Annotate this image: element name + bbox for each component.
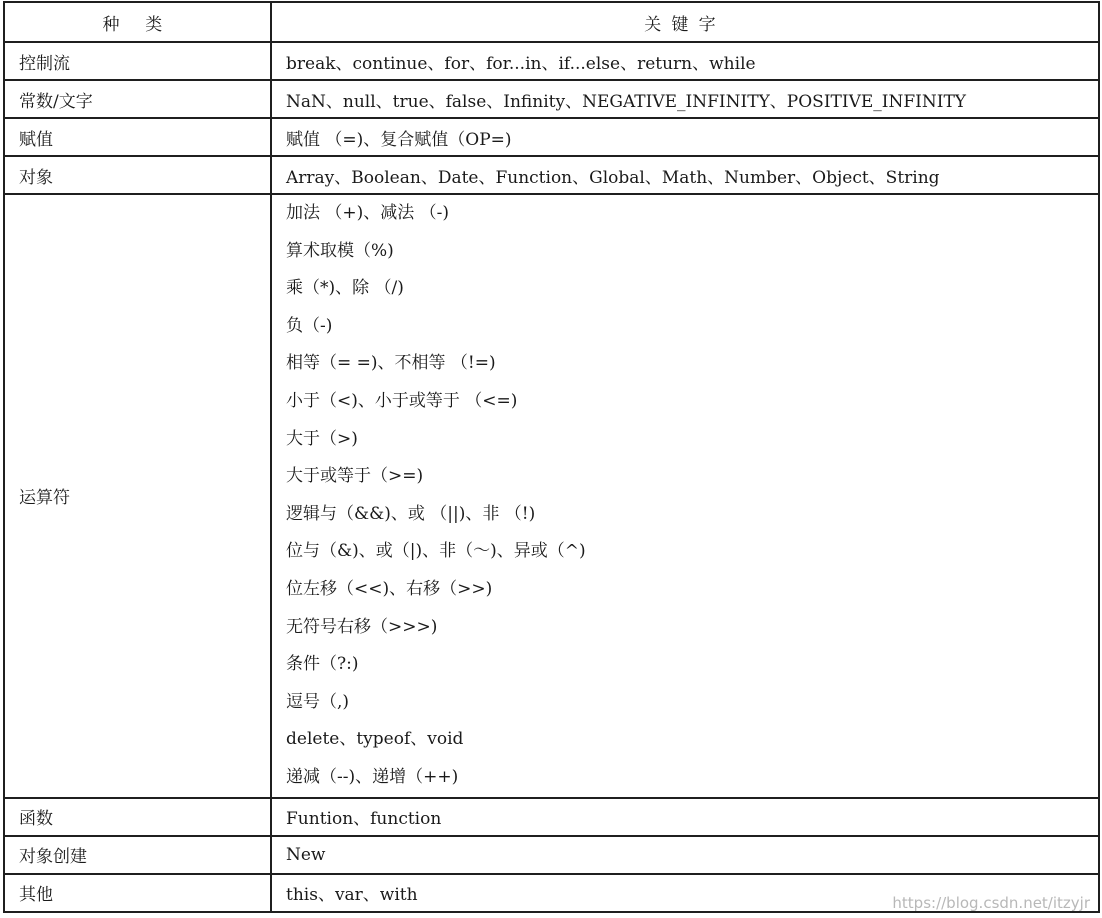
operator-line: 大于（>) <box>286 428 358 449</box>
operator-line: 负（-) <box>286 315 333 336</box>
row-category: 控制流 <box>4 42 271 80</box>
operator-line: 逗号（,) <box>286 691 350 712</box>
row-category: 函数 <box>4 798 271 836</box>
header-row <box>4 2 1099 42</box>
operator-line: 位与（&)、或（|)、非（～)、异或（^) <box>286 541 586 562</box>
table-row <box>4 194 1099 798</box>
row-keywords-list <box>271 194 1099 798</box>
table-row <box>4 80 1099 118</box>
row-keywords: Array、Boolean、Date、Function、Global、Math、Number、Object、String <box>271 156 1099 194</box>
row-keywords: 赋值 （=)、复合赋值（OP=) <box>271 118 1099 156</box>
operator-line: 小于（<)、小于或等于 （<=) <box>286 390 518 411</box>
row-keywords: this、var、with <box>271 874 1099 912</box>
row-category: 其他 <box>4 874 271 912</box>
operator-line: 无符号右移（>>>) <box>286 616 438 637</box>
operator-line: 递减（--)、递增（++) <box>286 766 459 787</box>
table-row <box>4 836 1099 874</box>
operator-line: 算术取模（%) <box>286 240 394 261</box>
operator-line: 位左移（<<)、右移（>>) <box>286 578 493 599</box>
operator-line: 乘（*)、除 （/) <box>286 278 404 299</box>
operator-line: 逻辑与（&&)、或 （||)、非 （!) <box>286 503 536 524</box>
operator-line: delete、typeof、void <box>286 729 464 750</box>
operator-line: 相等（= =)、不相等 （!=) <box>286 353 496 374</box>
table-row <box>4 798 1099 836</box>
watermark: https://blog.csdn.net/itzyjr <box>892 894 1090 912</box>
header-keywords: 关键字 <box>271 2 1099 42</box>
table-row <box>4 42 1099 80</box>
table-row <box>4 118 1099 156</box>
row-keywords: break、continue、for、for...in、if...else、return、while <box>271 42 1099 80</box>
table-row <box>4 156 1099 194</box>
header-category: 种 类 <box>4 2 271 42</box>
keyword-table <box>3 1 1100 913</box>
row-category: 赋值 <box>4 118 271 156</box>
operator-line: 加法 （+)、减法 （-) <box>286 203 450 223</box>
row-category: 对象 <box>4 156 271 194</box>
row-keywords: NaN、null、true、false、Infinity、NEGATIVE_INFINITY、POSITIVE_INFINITY <box>271 80 1099 118</box>
row-category: 对象创建 <box>4 836 271 874</box>
row-category: 运算符 <box>4 194 271 798</box>
row-keywords: Funtion、function <box>271 798 1099 836</box>
operator-line: 大于或等于（>=) <box>286 466 424 487</box>
operator-line: 条件（?:) <box>286 654 359 675</box>
row-category: 常数/文字 <box>4 80 271 118</box>
row-keywords: New <box>271 836 1099 874</box>
